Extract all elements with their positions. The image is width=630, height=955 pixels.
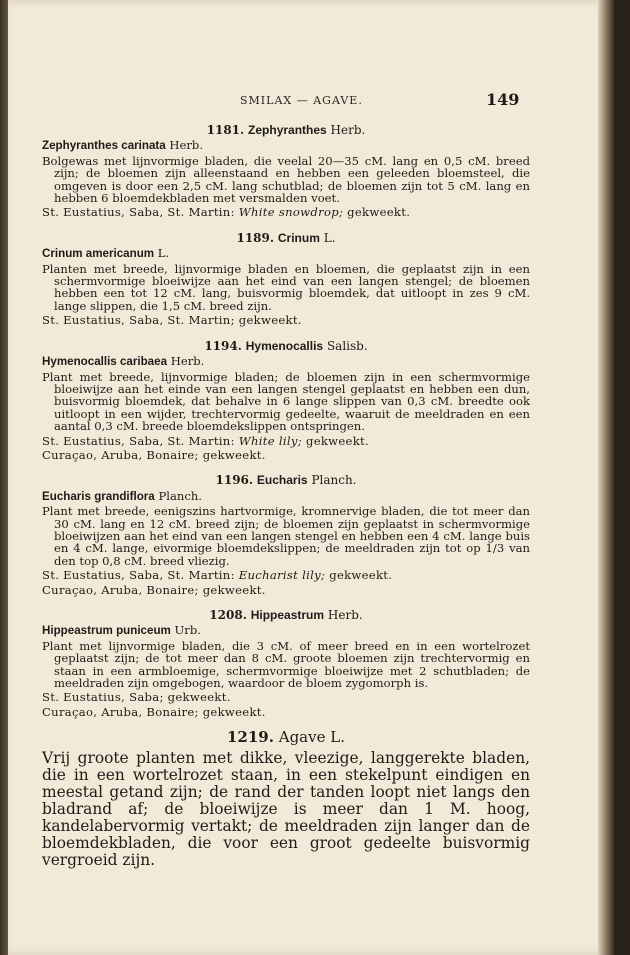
- genus-heading: [42, 340, 530, 352]
- species-name: Crinum americanum: [42, 247, 155, 261]
- genus-name: Hymenocallis: [245, 338, 324, 353]
- genus-entry: [42, 609, 530, 718]
- genus-heading: [42, 728, 530, 747]
- locality-line-abc: Curaçao, Aruba, Bonaire; gekweekt.: [42, 582, 266, 597]
- locality-status: gekweekt.: [305, 433, 369, 448]
- genus-heading: [42, 474, 530, 486]
- genus-entry: [42, 232, 530, 327]
- common-name: White snowdrop;: [238, 205, 344, 220]
- common-name: Eucharist lily;: [238, 568, 326, 583]
- locality-places: St. Eustatius, Saba, St. Martin:: [42, 205, 235, 220]
- locality-status: gekweekt.: [347, 205, 411, 220]
- genus-number: 1194.: [204, 338, 242, 353]
- page-edge-shadow: [598, 0, 614, 955]
- species-description: Plant met breede, lijnvormige bladen; de bloemen zijn in een schermvormige bloeiwijze aan het einde van een langen stengel geplaatst en hebben een dun, buisvormig bloemdek, dat behalve in 6 lange slippen van 0,3 cM. breedte ook uitloopt in een wijder, trechtervormig gedeelte, waaruit de meeldraden en een aantal 0,3 cM. breede bloemdekslippen ontspringen.: [42, 369, 530, 434]
- genus-heading: [42, 232, 530, 244]
- species-heading: [42, 139, 530, 152]
- locality-places: St. Eustatius, Saba, St. Martin; gekweekt.: [42, 313, 302, 328]
- genus-author: L.: [323, 230, 336, 245]
- locality-line: [42, 569, 530, 581]
- genus-number: 1196.: [215, 473, 254, 488]
- genus-number: 1189.: [236, 230, 275, 245]
- locality-places: St. Eustatius, Saba; gekweekt.: [42, 690, 231, 705]
- species-author: L.: [157, 246, 170, 261]
- genus-heading: [42, 609, 530, 621]
- species-description: Planten met breede, lijnvormige bladen en bloemen, die geplaatst zijn in een schermvormige bloeiwijze aan het eind van een langen stengel; de bloemen hebben een tot 12 cM. lang, buisvormig bloemdek, dat uitloopt in zes 9 cM. lange slippen, die 1,5 cM. breed zijn.: [42, 261, 530, 313]
- genus-name: Hippeastrum: [250, 608, 325, 622]
- genus-name: Zephyranthes: [248, 123, 327, 137]
- common-name: White lily;: [238, 433, 302, 448]
- genus-author: Salisb.: [326, 338, 368, 353]
- species-name: Hymenocallis caribaea: [42, 355, 168, 369]
- book-page: [8, 0, 614, 955]
- genus-name: Eucharis: [256, 473, 308, 488]
- running-head: SMILAX — AGAVE.: [240, 94, 363, 107]
- genus-author: Herb.: [327, 608, 363, 622]
- species-description: Bolgewas met lijnvormige bladen, die veelal 20—35 cM. lang en 0,5 cM. breed zijn; de bloemen zijn alleenstaand en hebben een geleeden bloemsteel, die omgeven is door een 2,5 cM. lang schutblad; de bloemen zijn tot 5 cM. lang en hebben 6 bloemdekbladen met versmalden voet.: [42, 153, 530, 206]
- species-name: Eucharis grandiflora: [42, 489, 155, 503]
- locality-places: St. Eustatius, Saba, St. Martin:: [42, 568, 235, 583]
- genus-entry: [42, 474, 530, 596]
- genus-author: L.: [330, 728, 345, 747]
- locality-line-abc: Curaçao, Aruba, Bonaire; gekweekt.: [42, 447, 266, 462]
- genus-entry-agave: [42, 728, 530, 869]
- species-author: Urb.: [174, 623, 201, 638]
- genus-name: Crinum: [277, 230, 320, 245]
- locality-line-abc: Curaçao, Aruba, Bonaire; gekweekt.: [42, 704, 266, 719]
- page-number: 149: [486, 90, 520, 109]
- genus-name: Agave: [278, 728, 326, 747]
- genus-entry: [42, 340, 530, 462]
- genus-author: Planch.: [311, 473, 357, 488]
- species-author: Herb.: [170, 354, 205, 369]
- species-name: Zephyranthes carinata: [42, 139, 166, 153]
- locality-line: [42, 314, 530, 326]
- locality-line: [42, 691, 530, 703]
- genus-heading: [42, 124, 530, 136]
- genus-number: 1219.: [226, 728, 274, 747]
- locality-status: gekweekt.: [329, 568, 393, 583]
- species-description: Plant met breede, eenigszins hartvormige, kromnervige bladen, die tot meer dan 30 cM. lang en 12 cM. breed zijn; de bloemen zijn geplaatst in schermvormige bloeiwijzen aan het eind van een langen stengel en hebben een 4 cM. lange buis en 4 cM. lange, eivormige bloemdekslippen; de meeldraden zijn tot op 1/3 van den top 0,8 cM. breed vliezig.: [42, 504, 530, 568]
- species-author: Planch.: [158, 488, 202, 503]
- page-content: [42, 124, 530, 869]
- locality-line: [42, 435, 530, 447]
- genus-number: 1208.: [209, 608, 247, 622]
- species-heading: [42, 247, 530, 260]
- genus-number: 1181.: [206, 123, 245, 137]
- genus-author: Herb.: [330, 123, 366, 137]
- species-heading: [42, 490, 530, 503]
- locality-line: [42, 206, 530, 218]
- species-author: Herb.: [169, 138, 204, 153]
- species-description: Plant met lijnvormige bladen, die 3 cM. of meer breed en in een wortelrozet geplaatst zijn; de tot meer dan 8 cM. groote bloemen zijn trechtervormig en staan in een armbloemige, schermvormige bloeiwijze met 2 schutbladen; de meeldraden zijn omgebogen, waardoor de bloem zygomorph is.: [42, 638, 530, 691]
- species-heading: [42, 355, 530, 368]
- species-name: Hippeastrum puniceum: [42, 624, 171, 638]
- genus-entry: [42, 124, 530, 219]
- genus-description: Vrij groote planten met dikke, vleezige, langgerekte bladen, die in een wortelrozet staan, in een stekelpunt eindigen en meestal getand zijn; de rand der tanden loopt niet langs den bladrand af; de bloeiwijze is meer dan 1 M. hoog, kandelabervormig vertakt; de meeldraden zijn langer dan de bloemdekbladen, die voor een groot gedeelte buisvormig vergroeid zijn.: [42, 748, 530, 869]
- species-heading: [42, 624, 530, 637]
- locality-places: St. Eustatius, Saba, St. Martin:: [42, 433, 235, 448]
